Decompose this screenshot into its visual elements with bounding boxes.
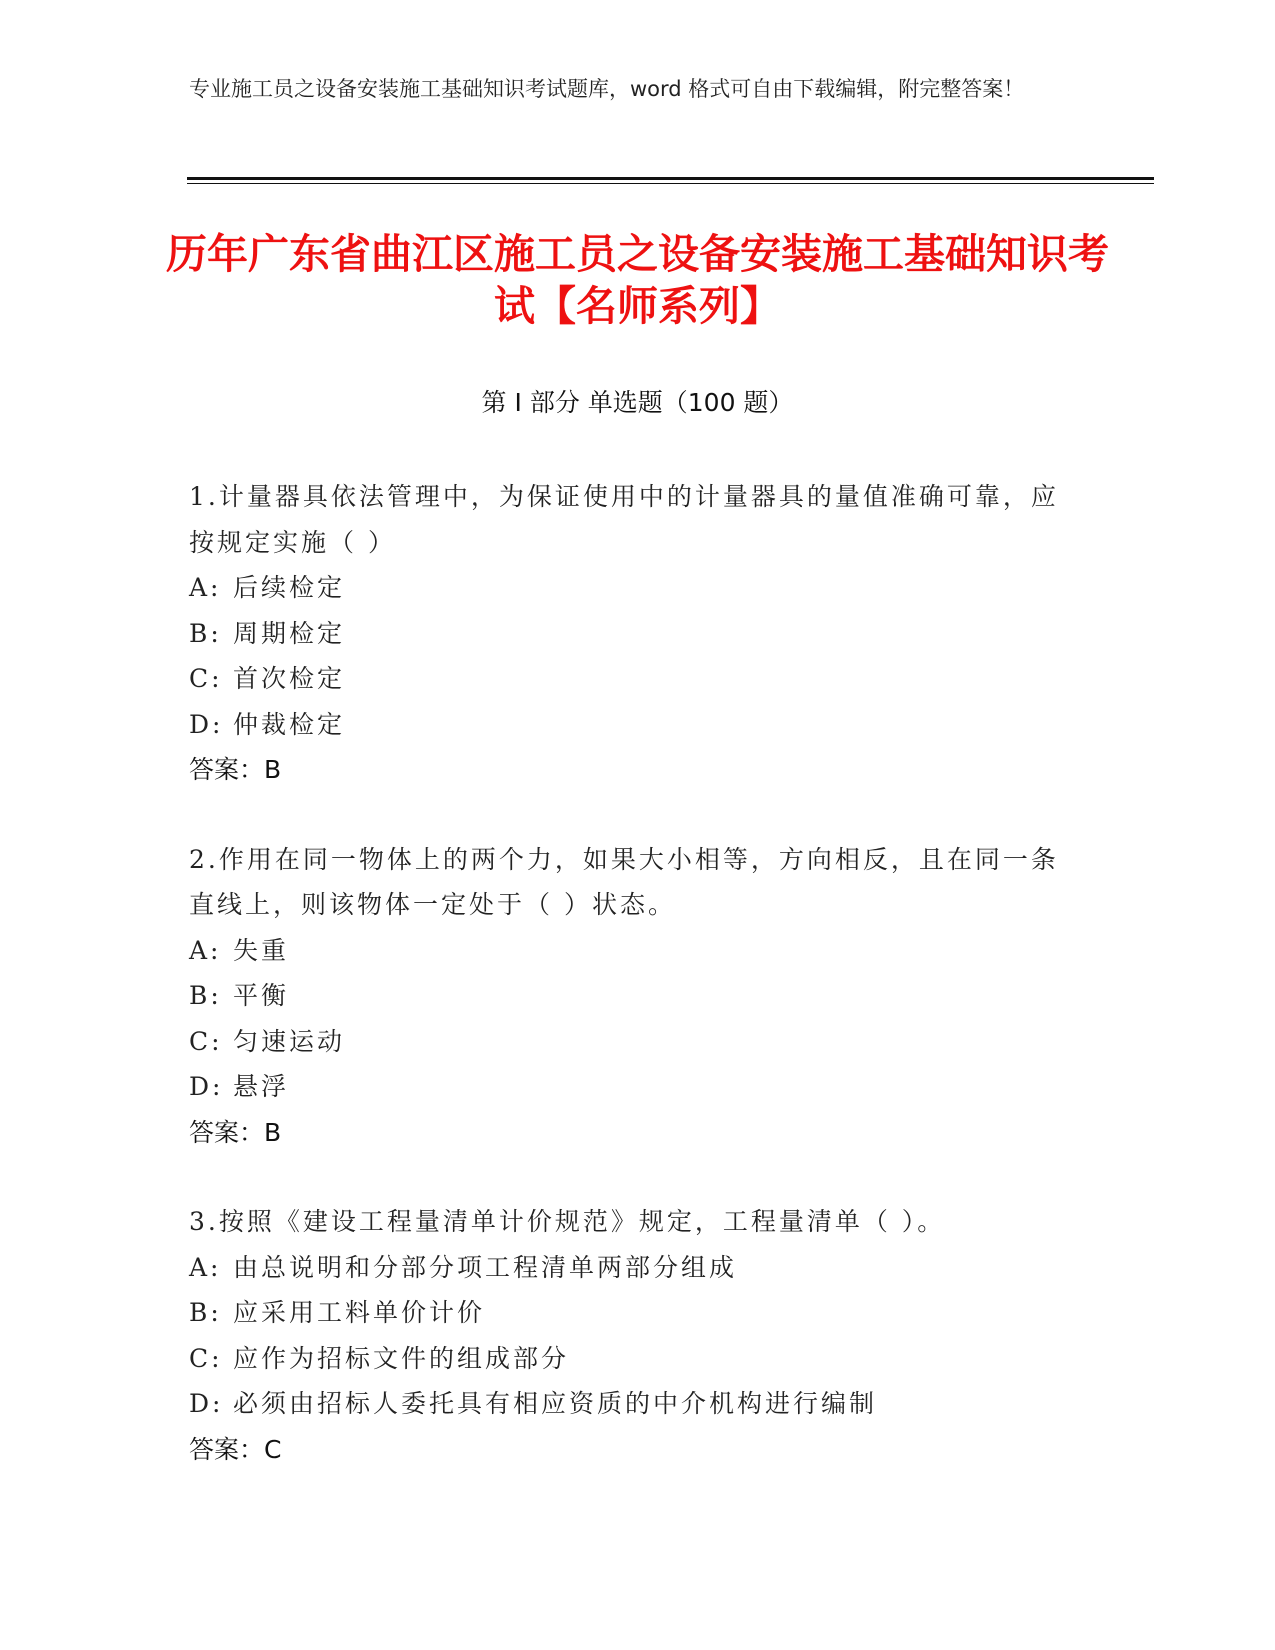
option-letter: B: — [189, 981, 222, 1010]
option-d — [189, 1064, 1069, 1110]
option-c — [189, 656, 1069, 702]
option-text: 仲裁检定 — [233, 709, 346, 739]
option-letter: B: — [189, 1298, 222, 1327]
answer-line: 答案：B — [189, 1117, 282, 1147]
option-letter: B: — [189, 618, 222, 648]
option-text: 应作为招标文件的组成部分 — [233, 1343, 570, 1373]
option-b — [189, 1290, 1069, 1336]
question-list — [189, 474, 1069, 1516]
option-text: 应采用工料单价计价 — [233, 1298, 486, 1327]
option-letter: C: — [189, 1026, 223, 1056]
option-text: 匀速运动 — [233, 1026, 346, 1056]
option-text: 由总说明和分部分项工程清单两部分组成 — [233, 1252, 738, 1282]
option-letter: D: — [189, 709, 224, 739]
option-letter: C: — [189, 1343, 223, 1373]
option-letter: A: — [189, 1252, 222, 1282]
answer-line: 答案：B — [189, 755, 282, 784]
document-title: 历年广东省曲江区施工员之设备安装施工基础知识考试【名师系列】 — [166, 230, 1109, 330]
question-1 — [189, 474, 1069, 793]
question-stem: 3.按照《建设工程量清单计价规范》规定，工程量清单（ ）。 — [189, 1207, 946, 1236]
option-a — [189, 928, 1069, 974]
option-b — [189, 611, 1069, 657]
option-text: 首次检定 — [233, 664, 346, 693]
option-c — [189, 1019, 1069, 1065]
question-stem: 1.计量器具依法管理中，为保证使用中的计量器具的量值准确可靠，应按规定实施（ ） — [189, 482, 1059, 557]
option-text: 失重 — [233, 935, 290, 965]
option-c — [189, 1336, 1069, 1382]
option-text: 周期检定 — [233, 618, 346, 648]
option-b — [189, 973, 1069, 1019]
option-text: 平衡 — [233, 981, 290, 1010]
answer-line: 答案：C — [189, 1434, 282, 1464]
question-2 — [189, 837, 1069, 1156]
option-letter: A: — [189, 935, 222, 965]
section-heading: 第 I 部分 单选题（100 题） — [481, 388, 794, 417]
option-letter: C: — [189, 664, 223, 693]
question-3 — [189, 1199, 1069, 1472]
header-divider-thin — [187, 183, 1154, 184]
option-letter: D: — [189, 1072, 224, 1101]
header-divider-thick — [187, 177, 1154, 180]
option-text: 后续检定 — [233, 573, 346, 602]
option-a — [189, 565, 1069, 611]
option-letter: D: — [189, 1389, 224, 1418]
option-d — [189, 1381, 1069, 1427]
option-d — [189, 702, 1069, 748]
question-stem: 2.作用在同一物体上的两个力，如果大小相等，方向相反，且在同一条直线上，则该物体一定处于（ ）状态。 — [189, 844, 1059, 919]
option-text: 悬浮 — [233, 1072, 290, 1101]
option-a — [189, 1245, 1069, 1291]
option-text: 必须由招标人委托具有相应资质的中介机构进行编制 — [233, 1389, 878, 1418]
option-letter: A: — [189, 573, 222, 602]
header-note: 专业施工员之设备安装施工基础知识考试题库，word 格式可自由下载编辑，附完整答案！ — [189, 77, 1025, 101]
